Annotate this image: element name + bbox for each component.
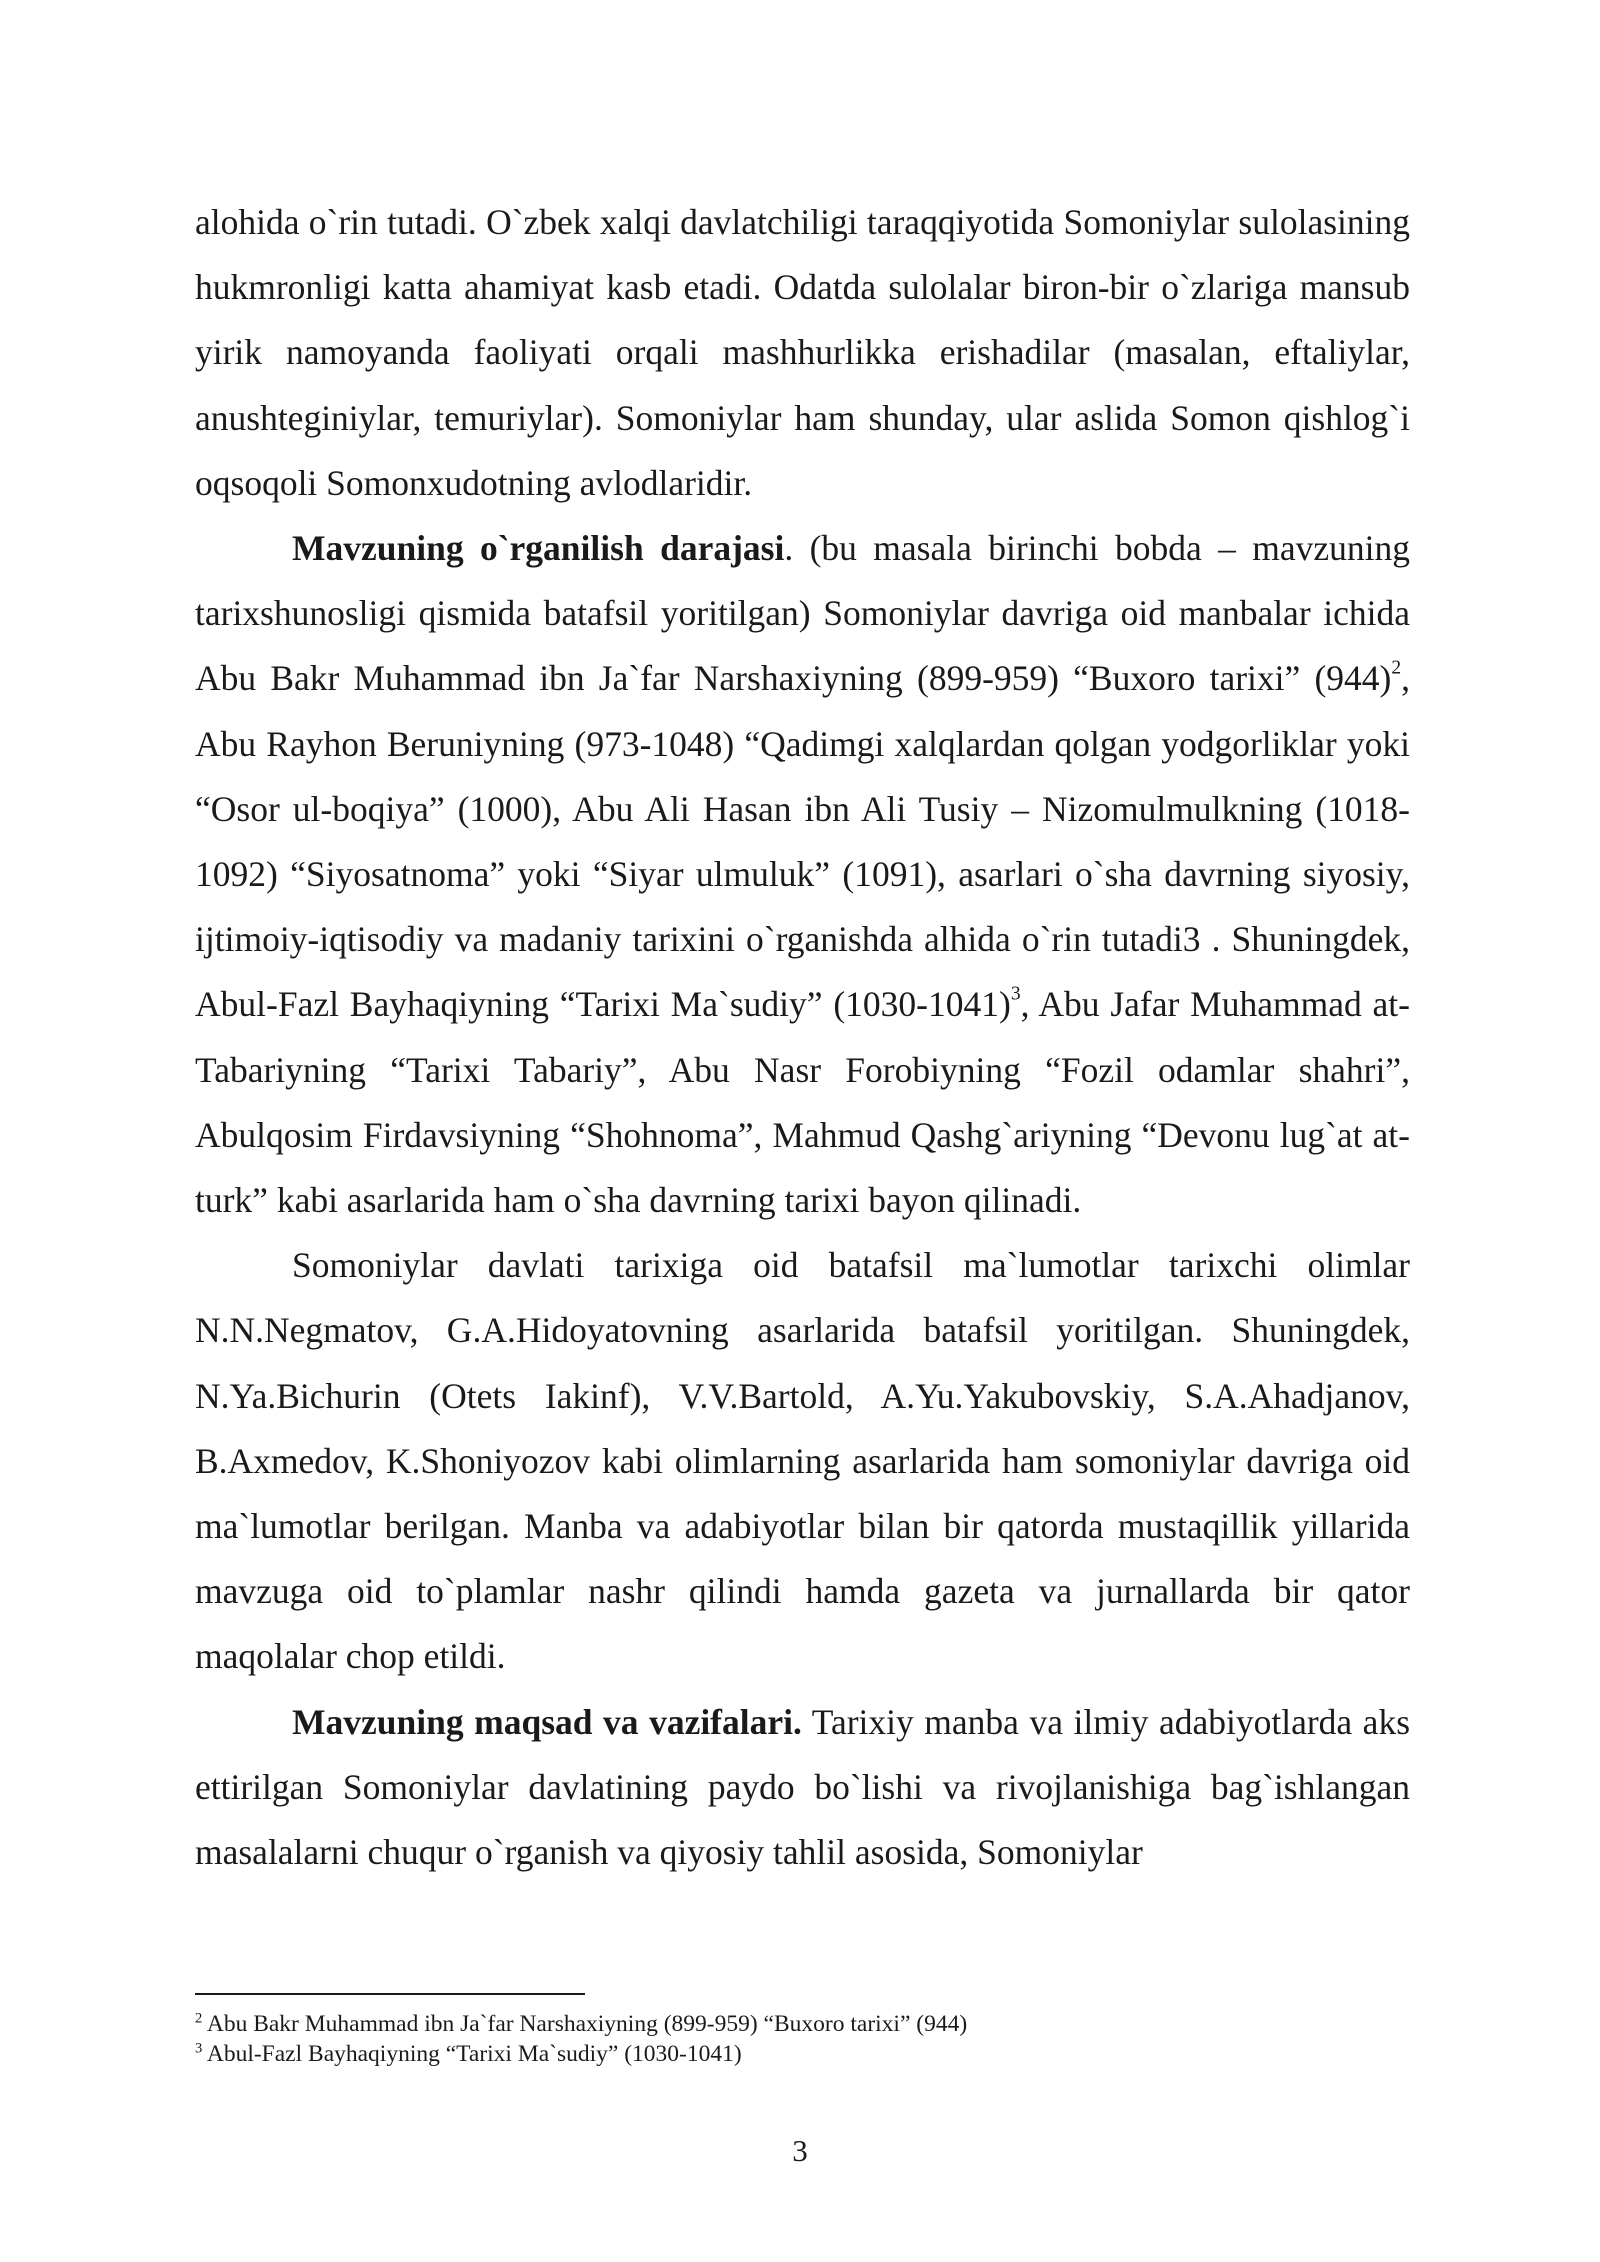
footnote-ref-2[interactable]: 2 (1391, 657, 1402, 679)
paragraph-2-text-c: , Abu Jafar Muhammad at-Tabariyning “Tarixi Tabariy”, Abu Nasr Forobiyning “Fozil odamlar shahri”, Abulqosim Firdavsiyning “Shohnoma”, Mahmud Qashg`ariyning “Devonu lug`at at-turk” kabi asarlarida ham o`sha davrning tarixi bayon qilinadi. (195, 984, 1410, 1221)
page-number: 3 (792, 2133, 808, 2168)
footnote-marker: 3 (195, 2040, 203, 2057)
footnote-3 (195, 2039, 1410, 2069)
heading-research-level: Mavzuning o`rganilish darajasi (292, 528, 785, 569)
footnote-2 (195, 2009, 1410, 2039)
heading-goals-tasks: Mavzuning maqsad va vazifalari. (292, 1701, 802, 1742)
footnotes (195, 2009, 1410, 2069)
paragraph-2 (195, 516, 1410, 1233)
paragraph-2-text-a: . (bu masala birinchi bobda – mavzuning tarixshunosligi qismida batafsil yoritilgan) Somoniylar davriga oid manbalar ichida Abu Bakr Muhammad ibn Ja`far Narshaxiyning (899-959) “Buxoro tarixi” (944) (195, 528, 1410, 699)
body-text (195, 190, 1410, 1885)
footnote-marker: 2 (195, 2010, 203, 2027)
paragraph-1: alohida o`rin tutadi. O`zbek xalqi davlatchiligi taraqqiyotida Somoniylar sulolasining hukmronligi katta ahamiyat kasb etadi. Odatda sulolalar biron-bir o`zlariga mansub yirik namoyanda faoliyati orqali mashhurlikka erishadilar (masalan, eftaliylar, anushteginiylar, temuriylar). Somoniylar ham shunday, ular aslida Somon qishlog`i oqsoqoli Somonxudotning avlodlaridir. (195, 202, 1410, 503)
paragraph-2-text-b: , Abu Rayhon Beruniyning (973-1048) “Qadimgi xalqlardan qolgan yodgorliklar yoki “Osor ul-boqiya” (1000), Abu Ali Hasan ibn Ali Tusiy – Nizomulmulkning (1018-1092) “Siyosatnoma” yoki “Siyar ulmuluk” (1091), asarlari o`sha davrning siyosiy, ijtimoiy-iqtisodiy va madaniy tarixini o`rganishda alhida o`rin tutadi3 . Shuningdek, Abul-Fazl Bayhaqiyning “Tarixi Ma`sudiy” (1030-1041) (195, 658, 1410, 1025)
footnote-text: Abul-Fazl Bayhaqiyning “Tarixi Ma`sudiy” (1030-1041) (202, 2041, 742, 2067)
footnote-text: Abu Bakr Muhammad ibn Ja`far Narshaxiyning (899-959) “Buxoro tarixi” (944) (202, 2011, 968, 2037)
paragraph-4-text: Tarixiy manba va ilmiy adabiyotlarda aks ettirilgan Somoniylar davlatining paydo bo`lishi va rivojlanishiga bag`ishlangan masalalarni chuqur o`rganish va qiyosiy tahlil asosida, Somoniylar (195, 1701, 1411, 1873)
paragraph-3: Somoniylar davlati tarixiga oid batafsil ma`lumotlar tarixchi olimlar N.N.Negmatov, G.A.Hidoyatovning asarlarida batafsil yoritilgan. Shuningdek, N.Ya.Bichurin (Otets Iakinf), V.V.Bartold, A.Yu.Yakubovskiy, S.A.Ahadjanov, B.Axmedov, K.Shoniyozov kabi olimlarning asarlarida ham somoniylar davriga oid ma`lumotlar berilgan. Manba va adabiyotlar bilan bir qatorda mustaqillik yillarida mavzuga oid to`plamlar nashr qilindi hamda gazeta va jurnallarda bir qator maqolalar chop etildi. (195, 1245, 1410, 1677)
footnote-ref-3[interactable]: 3 (1010, 983, 1021, 1005)
footnote-separator (195, 1993, 585, 1995)
paragraph-4 (195, 1690, 1410, 1886)
